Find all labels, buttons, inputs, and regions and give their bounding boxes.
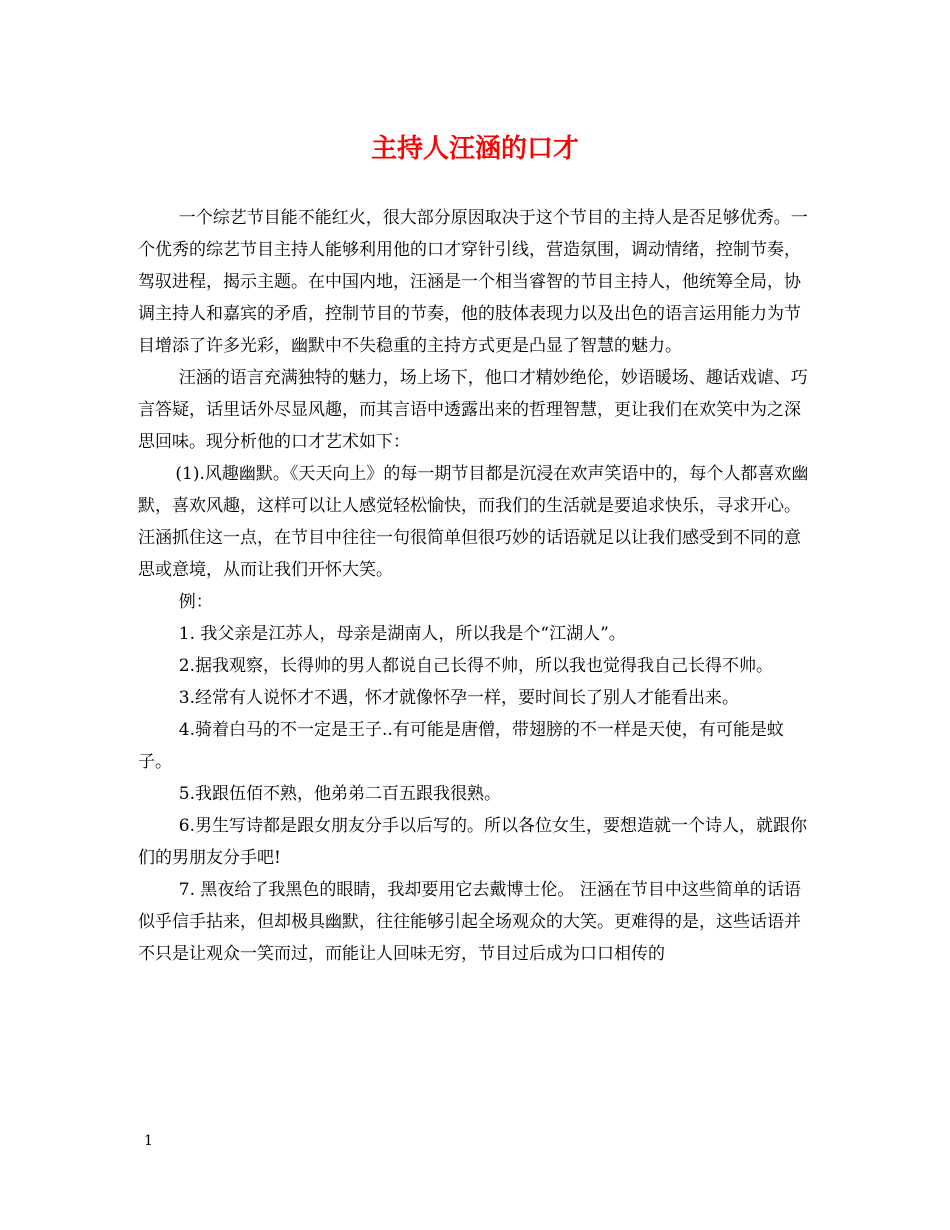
- paragraph-language: 汪涵的语言充满独特的魅力，场上场下，他口才精妙绝伦，妙语暖场、趣话戏谑、巧言答疑，话里话外尽显风趣，而其言语中透露出来的哲理智慧，更让我们在欢笑中为之深思回味。现分析他的口才艺术如下：: [138, 368, 808, 452]
- example-item-5: 5.我跟伍佰不熟，他弟弟二百五跟我很熟。: [178, 784, 502, 804]
- example-item-4: 4.骑着白马的不一定是王子..有可能是唐僧，带翅膀的不一样是天使，有可能是蚊子。: [138, 720, 784, 772]
- paragraph-intro: 一个综艺节目能不能红火，很大部分原因取决于这个节目的主持人是否足够优秀。一个优秀的综艺节目主持人能够利用他的口才穿针引线，营造氛围，调动情绪，控制节奏，驾驭进程，揭示主题。在中国内地，汪涵是一个相当睿智的节目主持人，他统筹全局，协调主持人和嘉宾的矛盾，控制节目的节奏，他的肢体表现力以及出色的语言运用能力为节目增添了许多光彩，幽默中不失稳重的主持方式更是凸显了智慧的魅力。: [138, 208, 808, 356]
- example-item-7: 7. 黑夜给了我黑色的眼睛，我却要用它去戴博士伦。 汪涵在节目中这些简单的话语似乎信手拈来，但却极具幽默，往往能够引起全场观众的大笑。更难得的是，这些话语并不只是让观众一笑而过，而能让人回味无穷，节目过后成为口口相传的: [138, 880, 801, 964]
- example-item-3: 3.经常有人说怀才不遇，怀才就像怀孕一样，要时间长了别人才能看出来。: [178, 688, 740, 708]
- example-item-1: 1. 我父亲是江苏人，母亲是湖南人，所以我是个“江湖人”。: [178, 624, 626, 644]
- page-number: 1: [144, 1133, 153, 1149]
- document-title: 主持人汪涵的口才: [370, 134, 579, 164]
- example-item-6: 6.男生写诗都是跟女朋友分手以后写的。所以各位女生，要想造就一个诗人，就跟你们的男朋友分手吧!: [138, 816, 808, 868]
- example-item-2: 2.据我观察，长得帅的男人都说自己长得不帅，所以我也觉得我自己长得不帅。: [178, 656, 774, 676]
- document-body: [138, 202, 812, 970]
- paragraph-humor: (1).风趣幽默。《天天向上》的每一期节目都是沉浸在欢声笑语中的，每个人都喜欢幽默，喜欢风趣，这样可以让人感觉轻松愉快，而我们的生活就是要追求快乐，寻求开心。汪涵抓住这一点，在节目中往往一句很简单但很巧妙的话语就足以让我们感受到不同的意思或意境，从而让我们开怀大笑。: [138, 464, 809, 580]
- example-heading: 例：: [178, 592, 213, 612]
